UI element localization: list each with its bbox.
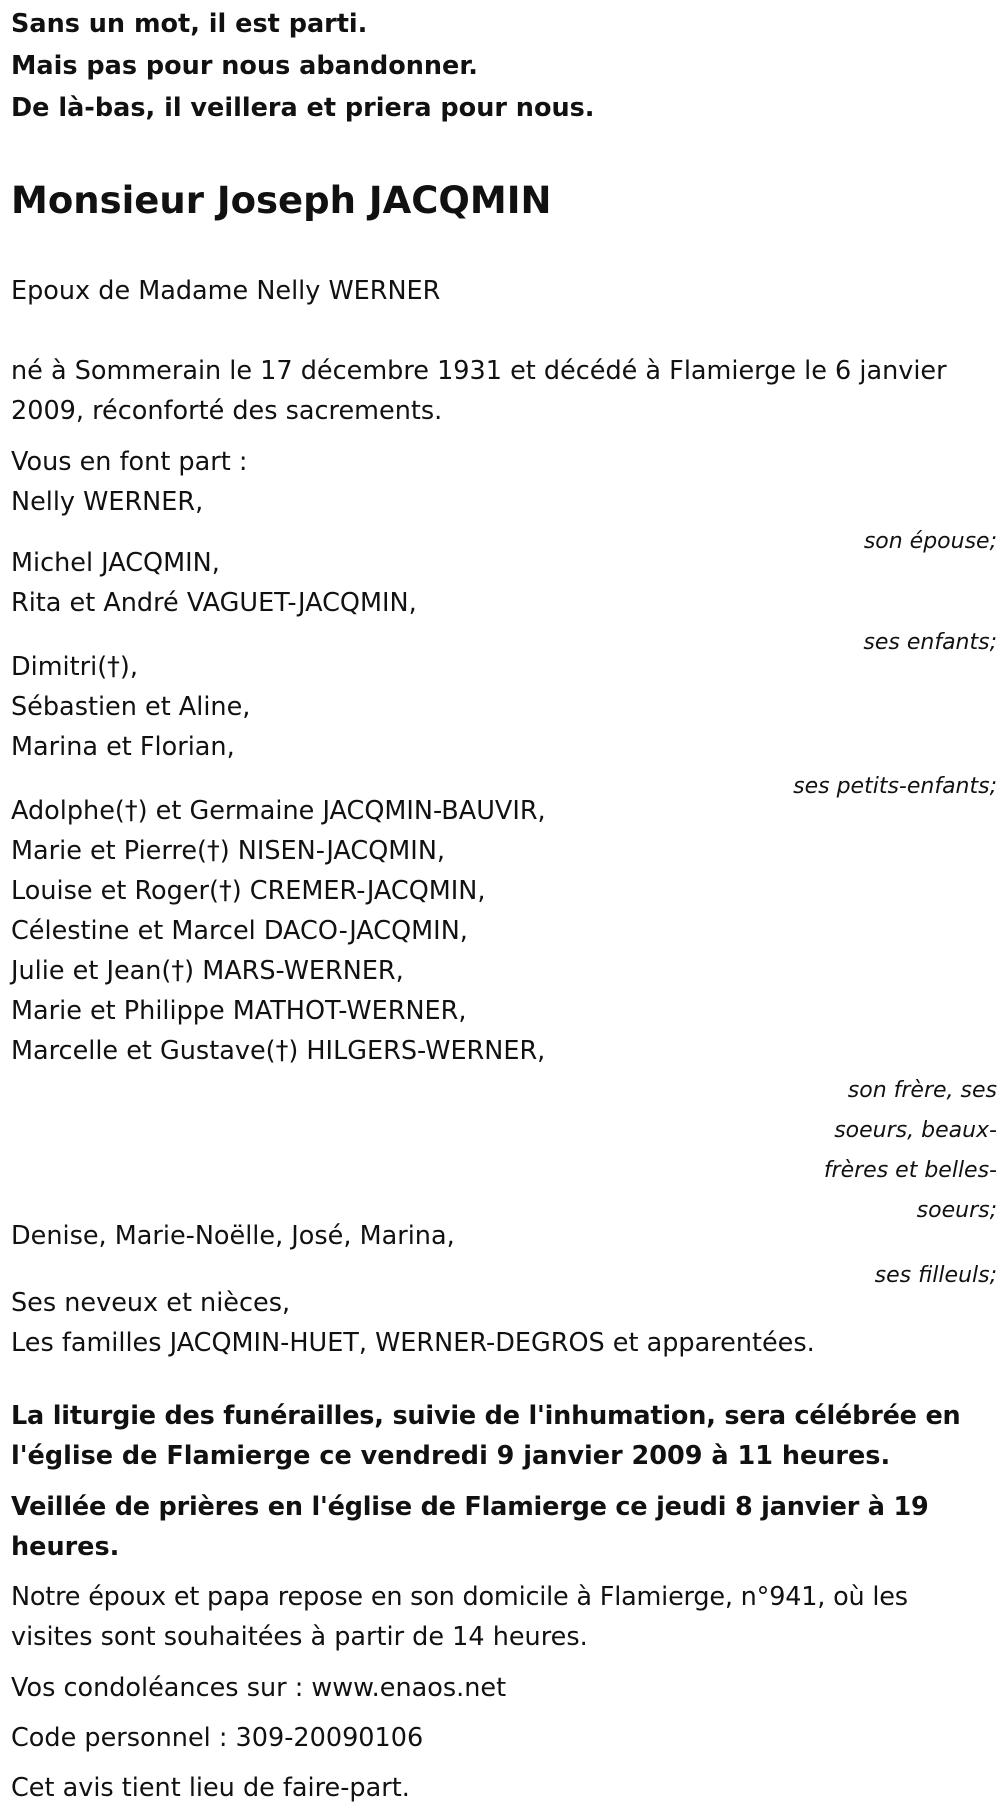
family-name: Rita et André VAGUET-JACQMIN, <box>11 588 417 618</box>
family-group-siblings <box>11 791 997 1223</box>
other-line: Ses neveux et nièces, <box>11 1288 291 1318</box>
family-group-spouse <box>11 442 997 554</box>
funeral-line: La liturgie des funérailles, suivie de l'inhumation, sera célébrée en <box>11 1401 961 1431</box>
family-name: Marie et Pierre(†) NISEN-JACQMIN, <box>11 836 446 866</box>
spouse-line: Epoux de Madame Nelly WERNER <box>11 276 441 306</box>
family-name: Marcelle et Gustave(†) HILGERS-WERNER, <box>11 1036 546 1066</box>
closing-line: Cet avis tient lieu de faire-part. <box>11 1773 410 1803</box>
condolences-line: Vos condoléances sur : www.enaos.net <box>11 1673 507 1703</box>
family-group-godchildren <box>11 1216 997 1288</box>
role-line: frères et belles- <box>823 1158 997 1183</box>
condolences-block <box>11 1668 997 1708</box>
vigil-line: heures. <box>11 1532 120 1562</box>
role-line: ses enfants; <box>863 630 997 655</box>
family-name: Nelly WERNER, <box>11 487 204 517</box>
family-name: Célestine et Marcel DACO-JACQMIN, <box>11 916 468 946</box>
funeral-line: l'église de Flamierge ce vendredi 9 janvier 2009 à 11 heures. <box>11 1441 891 1471</box>
vigil-info <box>11 1487 997 1567</box>
birth-death-line: 2009, réconforté des sacrements. <box>11 396 443 426</box>
funeral-info <box>11 1396 997 1476</box>
rest-info <box>11 1577 997 1657</box>
other-relatives <box>11 1283 997 1363</box>
poem-line: De là-bas, il veillera et priera pour nous. <box>11 93 595 123</box>
family-name: Denise, Marie-Noëlle, José, Marina, <box>11 1221 455 1251</box>
family-name: Marie et Philippe MATHOT-WERNER, <box>11 996 467 1026</box>
other-line: Les familles JACQMIN-HUET, WERNER-DEGROS et apparentées. <box>11 1328 815 1358</box>
role-line: soeurs; <box>916 1198 997 1223</box>
intro-line: Vous en font part : <box>11 447 248 477</box>
family-role <box>11 1071 997 1231</box>
family-group-grandchildren <box>11 647 997 799</box>
role-line: soeurs, beaux- <box>834 1118 997 1143</box>
family-group-children <box>11 543 997 655</box>
poem-line: Sans un mot, il est parti. <box>11 9 368 39</box>
rest-line: visites sont souhaitées à partir de 14 heures. <box>11 1622 588 1652</box>
personal-code: Code personnel : 309-20090106 <box>11 1723 424 1753</box>
vigil-line: Veillée de prières en l'église de Flamierge ce jeudi 8 janvier à 19 <box>11 1492 929 1522</box>
family-name: Julie et Jean(†) MARS-WERNER, <box>11 956 404 986</box>
poem <box>11 4 997 128</box>
family-name: Dimitri(†), <box>11 652 138 682</box>
family-name: Louise et Roger(†) CREMER-JACQMIN, <box>11 876 486 906</box>
birth-death-block <box>11 351 997 431</box>
birth-death-line: né à Sommerain le 17 décembre 1931 et décédé à Flamierge le 6 janvier <box>11 356 947 386</box>
code-block <box>11 1718 997 1758</box>
family-name: Marina et Florian, <box>11 732 235 762</box>
deceased-name: Monsieur Joseph JACQMIN <box>11 179 552 222</box>
role-line: son frère, ses <box>847 1078 997 1103</box>
spouse-block <box>11 271 997 311</box>
closing-block <box>11 1768 997 1808</box>
family-name: Sébastien et Aline, <box>11 692 251 722</box>
role-line: son épouse; <box>863 529 997 554</box>
deceased-name-block <box>11 176 997 226</box>
rest-line: Notre époux et papa repose en son domicile à Flamierge, n°941, où les <box>11 1582 908 1612</box>
role-line: ses filleuls; <box>874 1263 997 1288</box>
poem-line: Mais pas pour nous abandonner. <box>11 51 478 81</box>
family-name: Michel JACQMIN, <box>11 548 220 578</box>
role-line: ses petits-enfants; <box>793 774 997 799</box>
family-name: Adolphe(†) et Germaine JACQMIN-BAUVIR, <box>11 796 546 826</box>
